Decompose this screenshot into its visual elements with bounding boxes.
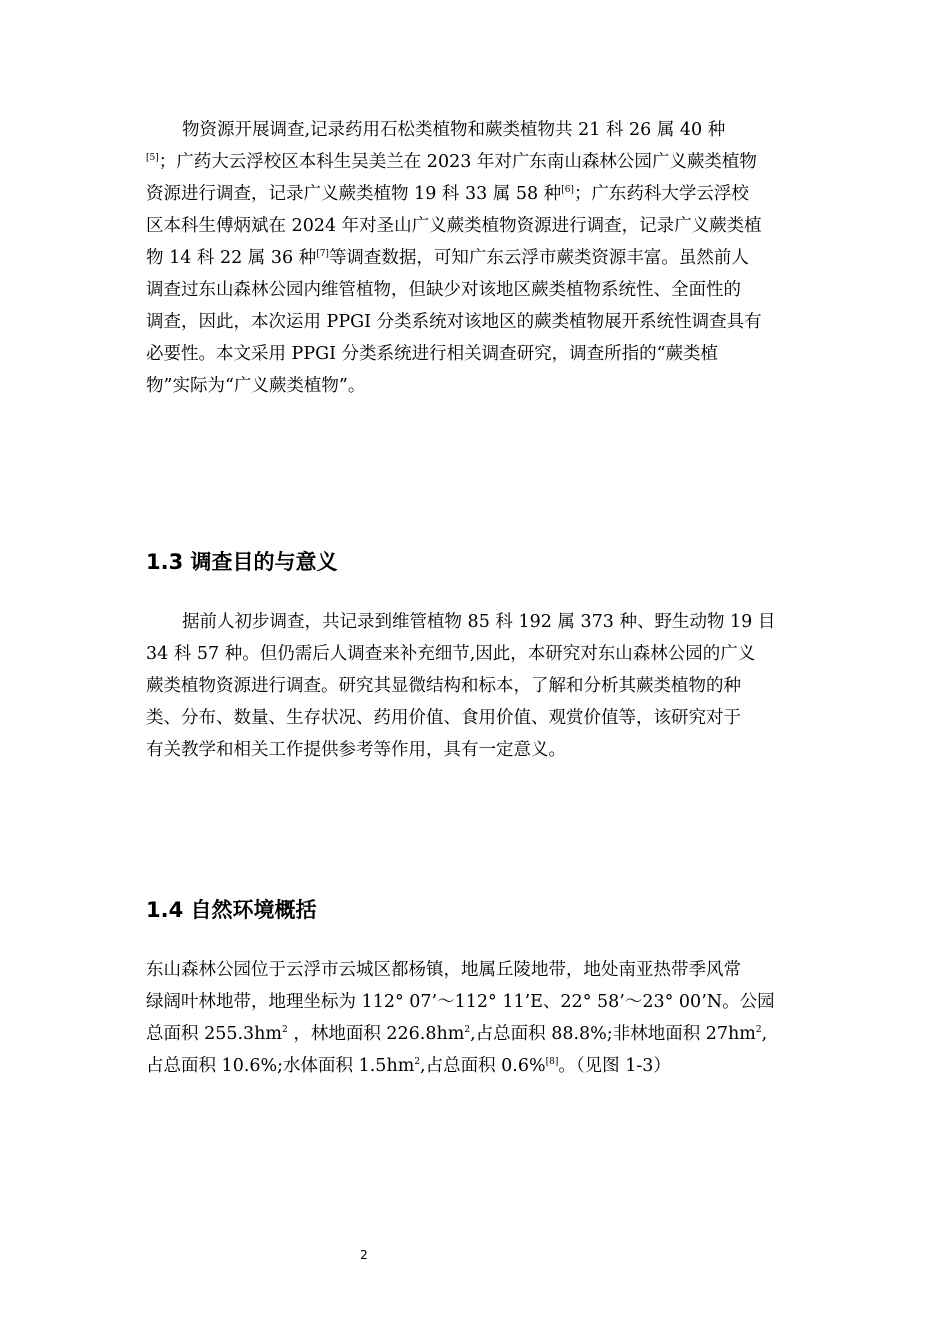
paragraph-line: 占总面积 10.6%;水体面积 $1.5hm^2$,占总面积 0.6%[8]。（见图 1-3） — [146, 1056, 671, 1076]
paragraph-line: 区本科生傅炳斌在 2024 年对圣山广义蕨类植物资源进行调查，记录广义蕨类植 — [146, 216, 762, 236]
paragraph-line: 调查，因此，本次运用 PPGI 分类系统对该地区的蕨类植物展开系统性调查具有 — [146, 312, 762, 332]
paragraph-line: 蕨类植物资源进行调查。研究其显微结构和标本，了解和分析其蕨类植物的种 — [146, 676, 741, 696]
paragraph-line: 绿阔叶林地带，地理坐标为 112° 07’～112° 11’E、22° 58’～23° 00’N。公园 — [146, 992, 775, 1012]
page-number: 2 — [360, 1248, 368, 1262]
paragraph-line: 物 14 科 22 属 36 种[7]等调查数据，可知广东云浮市蕨类资源丰富。虽然前人 — [146, 248, 749, 268]
paragraph-line: 必要性。本文采用 PPGI 分类系统进行相关调查研究，调查所指的“蕨类植 — [146, 344, 719, 364]
citation: [6] — [561, 185, 574, 195]
paragraph-line: 东山森林公园位于云浮市云城区都杨镇，地属丘陵地带，地处南亚热带季风常 — [146, 960, 741, 980]
superscript: 2 — [464, 1025, 471, 1035]
citation: [8] — [545, 1057, 559, 1067]
paragraph-line: 34 科 57 种。但仍需后人调查来补充细节,因此，本研究对东山森林公园的广义 — [146, 644, 756, 664]
section-heading: 1.4 自然环境概括 — [146, 898, 317, 922]
paragraph-line: 物资源开展调查,记录药用石松类植物和蕨类植物共 21 科 26 属 40 种 — [182, 120, 726, 140]
section-heading: 1.3 调查目的与意义 — [146, 550, 338, 574]
citation: [5] — [146, 153, 159, 163]
paragraph-line: 资源进行调查，记录广义蕨类植物 19 科 33 属 58 种[6]；广东药科大学云浮校 — [146, 184, 749, 204]
paragraph-line: 有关教学和相关工作提供参考等作用，具有一定意义。 — [146, 740, 566, 760]
paragraph-line: 调查过东山森林公园内维管植物，但缺少对该地区蕨类植物系统性、全面性的 — [146, 280, 741, 300]
superscript: 2 — [414, 1057, 421, 1067]
paragraph-line: 类、分布、数量、生存状况、药用价值、食用价值、观赏价值等，该研究对于 — [146, 708, 741, 728]
superscript: 2 — [755, 1025, 762, 1035]
superscript: 2 — [282, 1025, 288, 1035]
paragraph-line: 据前人初步调查，共记录到维管植物 85 科 192 属 373 种、野生动物 19 目 — [182, 612, 776, 632]
paragraph-line: 物”实际为“广义蕨类植物”。 — [146, 376, 366, 396]
citation: [7] — [316, 249, 329, 259]
paragraph-line: [5]；广药大云浮校区本科生吴美兰在 2023 年对广东南山森林公园广义蕨类植物 — [146, 152, 757, 172]
paragraph-line: 总面积 $255.3hm^2$ ，林地面积 $226.8hm^2$,占总面积 88.8%;非林地面积 $27hm^2$, — [146, 1024, 768, 1044]
